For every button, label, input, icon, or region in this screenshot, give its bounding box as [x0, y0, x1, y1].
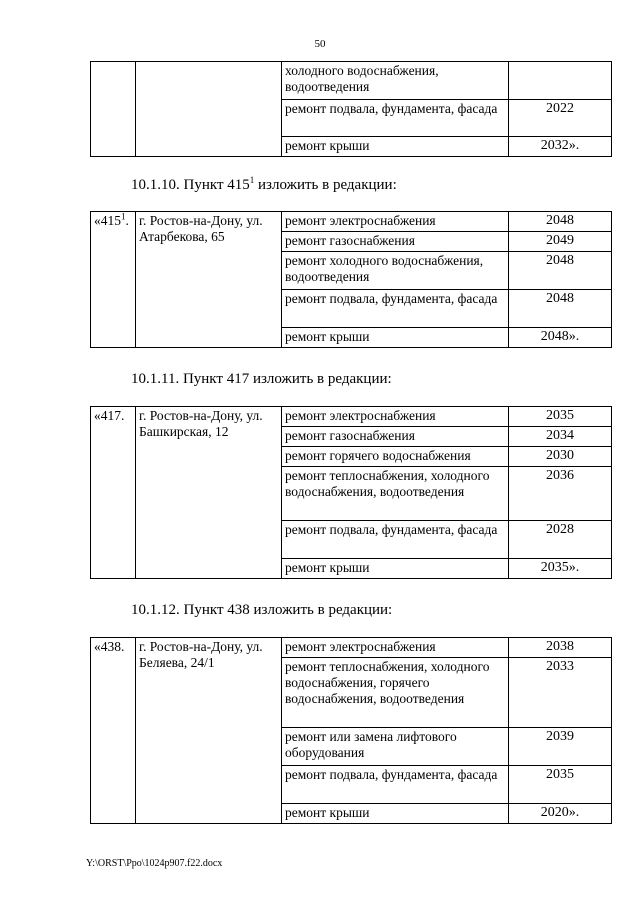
item-number-cell: [91, 62, 136, 157]
table-row: [91, 62, 612, 100]
heading-superscript: 1: [249, 175, 255, 185]
year-cell: 2038: [509, 638, 612, 658]
table-417: [90, 406, 612, 579]
work-cell: холодного водоснабжения, водоотведения: [282, 62, 509, 100]
address-cell: г. Ростов-на-Дону, ул. Башкирская, 12: [136, 407, 282, 579]
table-415: [90, 211, 612, 348]
year-cell: 2033: [509, 658, 612, 728]
year-cell: 2035».: [509, 559, 612, 579]
work-cell: ремонт холодного водоснабжения, водоотведения: [282, 252, 509, 290]
work-cell: ремонт газоснабжения: [282, 232, 509, 252]
year-cell: 2028: [509, 521, 612, 559]
work-cell: ремонт горячего водоснабжения: [282, 447, 509, 467]
item-number-cell: «417.: [91, 407, 136, 579]
heading-text: изложить в редакции:: [254, 177, 397, 193]
year-cell: 2036: [509, 467, 612, 521]
heading-text: 10.1.10. Пункт 415: [131, 177, 250, 193]
address-cell: г. Ростов-на-Дону, ул. Беляева, 24/1: [136, 638, 282, 824]
work-cell: ремонт электроснабжения: [282, 212, 509, 232]
work-cell: ремонт подвала, фундамента, фасада: [282, 100, 509, 137]
table-row: [91, 212, 612, 232]
year-cell: 2048: [509, 290, 612, 328]
work-cell: ремонт газоснабжения: [282, 427, 509, 447]
section-heading-417: 10.1.11. Пункт 417 изложить в редакции:: [131, 371, 392, 387]
year-cell: 2030: [509, 447, 612, 467]
work-cell: ремонт теплоснабжения, холодного водоснабжения, горячего водоснабжения, водоотведения: [282, 658, 509, 728]
table-row: [91, 638, 612, 658]
continuation-table: [90, 61, 612, 157]
year-cell: 2035: [509, 766, 612, 804]
year-cell: 2032».: [509, 137, 612, 157]
address-cell: [136, 62, 282, 157]
year-cell: 2048».: [509, 328, 612, 348]
work-cell: ремонт крыши: [282, 804, 509, 824]
year-cell: 2039: [509, 728, 612, 766]
work-cell: ремонт крыши: [282, 559, 509, 579]
table-438: [90, 637, 612, 824]
work-cell: ремонт подвала, фундамента, фасада: [282, 766, 509, 804]
year-cell: 2035: [509, 407, 612, 427]
work-cell: ремонт теплоснабжения, холодного водоснабжения, водоотведения: [282, 467, 509, 521]
work-cell: ремонт или замена лифтового оборудования: [282, 728, 509, 766]
work-cell: ремонт электроснабжения: [282, 407, 509, 427]
work-cell: ремонт подвала, фундамента, фасада: [282, 521, 509, 559]
item-number-cell: «438.: [91, 638, 136, 824]
item-number-cell: «$415^1$.: [91, 212, 136, 348]
year-cell: [509, 62, 612, 100]
year-cell: 2048: [509, 212, 612, 232]
page-number: 50: [314, 38, 326, 50]
work-cell: ремонт крыши: [282, 137, 509, 157]
table-row: [91, 407, 612, 427]
work-cell: ремонт подвала, фундамента, фасада: [282, 290, 509, 328]
section-heading-438: 10.1.12. Пункт 438 изложить в редакции:: [131, 602, 393, 618]
address-cell: г. Ростов-на-Дону, ул. Атарбекова, 65: [136, 212, 282, 348]
footer-file-path: Y:\ORST\Ppo\1024p907.f22.docx: [86, 858, 223, 869]
year-cell: 2048: [509, 252, 612, 290]
year-cell: 2022: [509, 100, 612, 137]
year-cell: 2020».: [509, 804, 612, 824]
year-cell: 2034: [509, 427, 612, 447]
work-cell: ремонт крыши: [282, 328, 509, 348]
work-cell: ремонт электроснабжения: [282, 638, 509, 658]
section-heading-415: [131, 177, 397, 194]
year-cell: 2049: [509, 232, 612, 252]
